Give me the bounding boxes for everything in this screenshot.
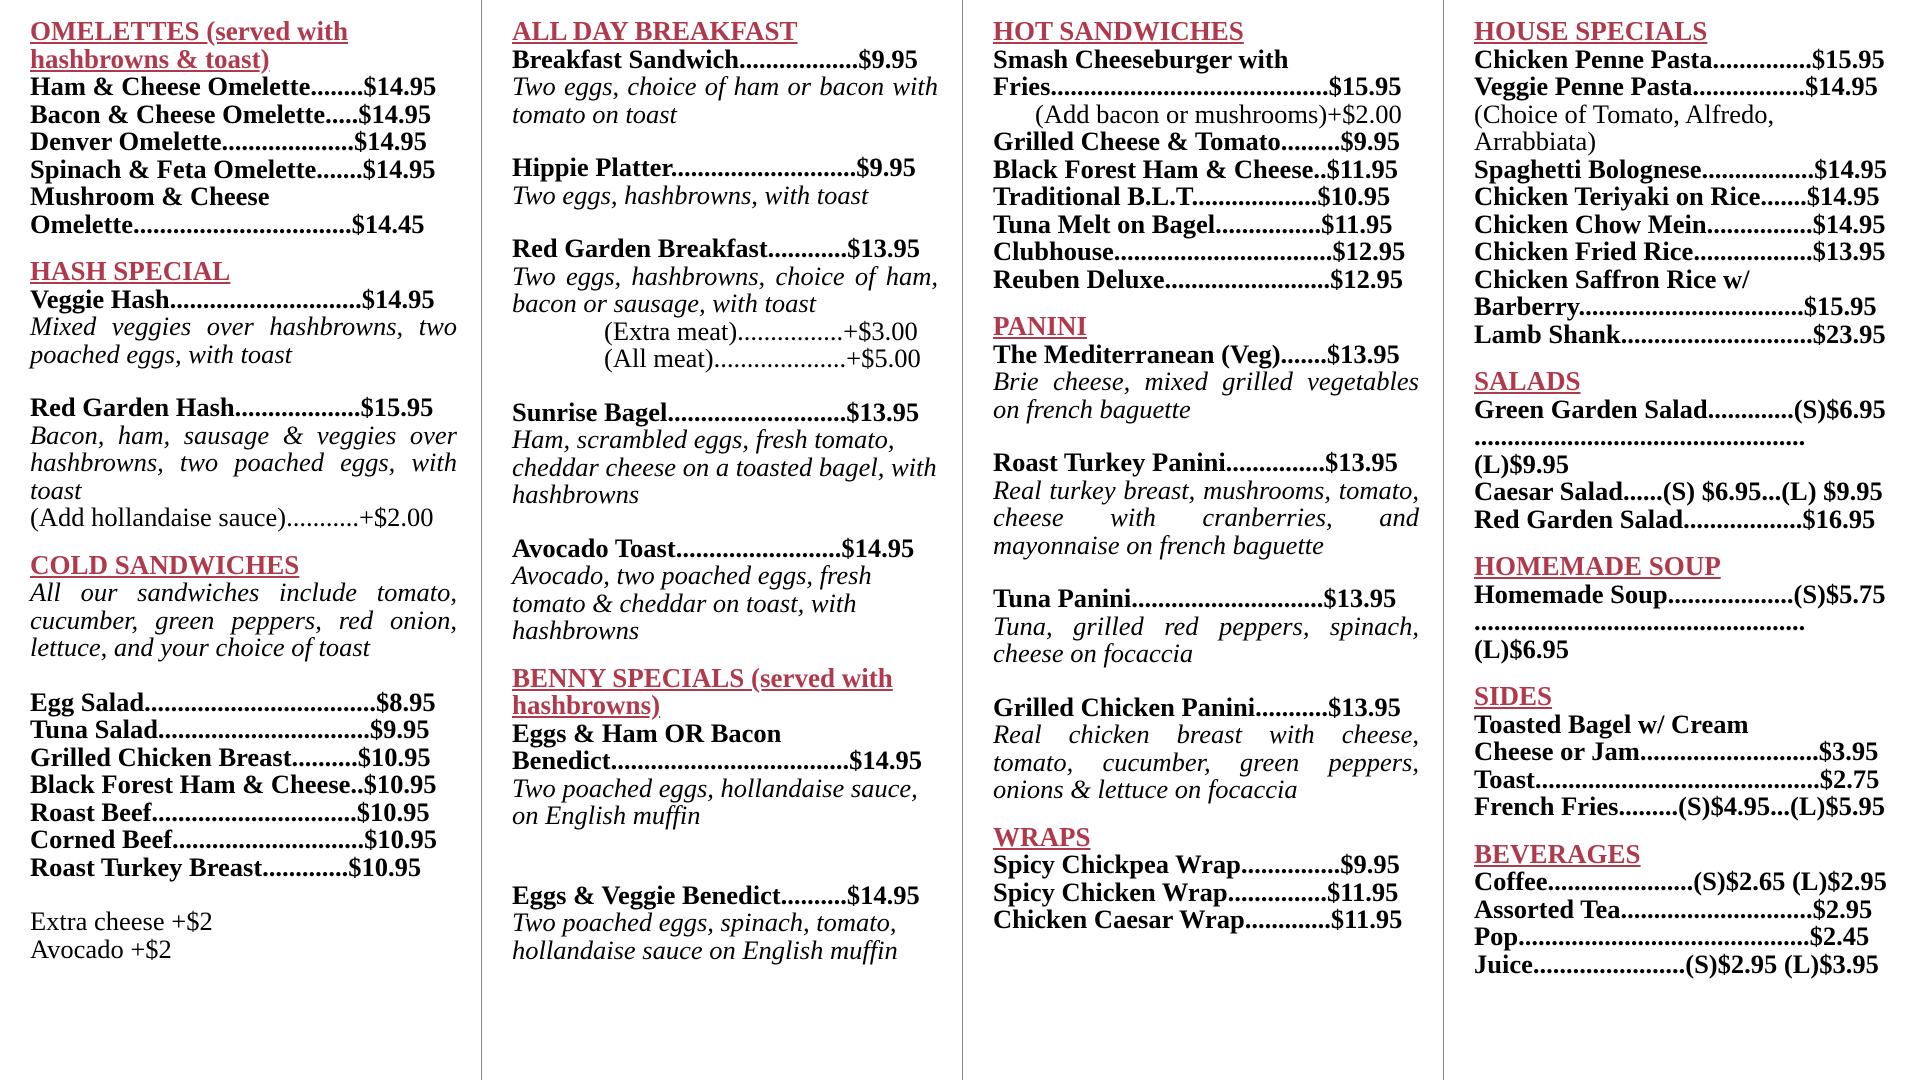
item-description: Two eggs, hashbrowns, with toast	[512, 179, 869, 210]
menu-item: Roast Beef...............................$10.95	[30, 796, 430, 827]
menu-item: Chicken Chow Mein................$14.95	[1474, 208, 1886, 239]
menu-item-grilled-chicken-panini	[993, 691, 1419, 804]
item-description: Bacon, ham, sausage & veggies over hashbrowns, two poached eggs, with toast	[30, 419, 457, 505]
menu-item: Juice.......................(S)$2.95 (L)$3.95	[1474, 948, 1879, 979]
menu-item: Homemade Soup...................(S)$5.75	[1474, 578, 1886, 609]
menu-item-eggs-veggie-benedict	[512, 879, 938, 965]
wraps-section	[993, 821, 1419, 934]
menu-item-red-garden-hash	[30, 394, 457, 532]
menu-item: Caesar Salad......(S) $6.95...(L) $9.95	[1474, 476, 1883, 506]
item-name: Red Garden Breakfast............$13.95	[512, 233, 921, 263]
menu-item: Roast Turkey Breast.............$10.95	[30, 851, 422, 882]
item-name: Tuna Panini.............................$13.95	[993, 583, 1397, 613]
menu-item: Lamb Shank.............................$23.95	[1474, 318, 1886, 349]
menu-item: Spinach & Feta Omelette.......$14.95	[30, 153, 436, 184]
menu-item: Chicken Saffron Rice w/	[1474, 263, 1750, 294]
hash-section	[30, 258, 457, 532]
menu-column-2	[482, 0, 963, 1080]
menu-item: Black Forest Ham & Cheese..$11.95	[993, 153, 1399, 184]
item-name: Red Garden Hash...................$15.95	[30, 392, 434, 422]
item-addon: (Add hollandaise sauce)...........+$2.00	[30, 502, 434, 532]
item-name: Grilled Chicken Panini...........$13.95	[993, 691, 1401, 722]
item-name: Benedict....................................$14.95	[512, 745, 922, 775]
breakfast-title: ALL DAY BREAKFAST	[512, 16, 798, 46]
menu-item: Mushroom & Cheese	[30, 181, 270, 211]
menu-item: Denver Omelette....................$14.95	[30, 126, 427, 156]
menu-item: Toast...........................................$2.75	[1474, 763, 1880, 794]
menu-item: Tuna Melt on Bagel................$11.95	[993, 208, 1393, 239]
menu-item: Grilled Chicken Breast..........$10.95	[30, 741, 431, 772]
item-addon: (Add bacon or mushrooms)+$2.00	[1035, 98, 1402, 129]
item-description: Two eggs, choice of ham or bacon with tomato on toast	[512, 71, 938, 129]
menu-item: Cheese or Jam...........................$3.95	[1474, 736, 1879, 766]
menu-item: Red Garden Salad..................$16.95	[1474, 503, 1876, 534]
item-description: Two poached eggs, spinach, tomato, hollandaise sauce on English muffin	[512, 907, 898, 965]
item-description: Tuna, grilled red peppers, spinach, cheese on focaccia	[993, 610, 1419, 668]
omelettes-section	[30, 18, 457, 238]
menu-item: Smash Cheeseburger with	[993, 43, 1289, 74]
menu-column-1	[0, 0, 482, 1080]
all-meat-addon: (All meat)....................+$5.00	[604, 343, 921, 373]
menu-item: Chicken Teriyaki on Rice.......$14.95	[1474, 181, 1880, 211]
breakfast-section	[512, 18, 938, 645]
menu-item-avocado-toast	[512, 532, 938, 645]
menu-column-3	[963, 0, 1444, 1080]
item-name: Roast Turkey Panini...............$13.95	[993, 447, 1398, 477]
menu-item-breakfast-sandwich	[512, 43, 938, 129]
menu-item: Chicken Caesar Wrap.............$11.95	[993, 904, 1403, 934]
menu-item-roast-turkey-panini	[993, 449, 1419, 559]
menu-item: ..................................................(L)$6.95	[1474, 606, 1806, 664]
item-name: Veggie Hash.............................$14.95	[30, 283, 435, 314]
benny-section	[512, 662, 938, 965]
menu-item-mediterranean	[993, 338, 1419, 424]
menu-item: Pop............................................$2.45	[1474, 921, 1870, 951]
menu-item: Barberry..................................$15.95	[1474, 291, 1877, 321]
item-description: Avocado, two poached eggs, fresh tomato & cheddar on toast, with hashbrowns	[512, 560, 872, 645]
sauce-note: (Choice of Tomato, Alfredo, Arrabbiata)	[1474, 98, 1775, 156]
salads-section	[1474, 368, 1896, 533]
house-specials-section	[1474, 18, 1896, 348]
sides-title: SIDES	[1474, 681, 1553, 711]
menu-item-hippie-platter	[512, 154, 938, 209]
menu-item-eggs-ham-benedict	[512, 717, 938, 830]
menu-item: Egg Salad...................................$8.95	[30, 686, 436, 717]
item-name: The Mediterranean (Veg).......$13.95	[993, 338, 1400, 369]
menu-item: Black Forest Ham & Cheese..$10.95	[30, 769, 437, 799]
hot-sandwiches-title: HOT SANDWICHES	[993, 16, 1244, 46]
item-description: Real turkey breast, mushrooms, tomato, cheese with cranberries, and mayonnaise on french baguette	[993, 474, 1419, 560]
menu-item: Spaghetti Bolognese.................$14.95	[1474, 153, 1887, 184]
menu-item: Assorted Tea.............................$2.95	[1474, 893, 1873, 924]
item-description: Ham, scrambled eggs, fresh tomato, cheddar cheese on a toasted bagel, with hashbrowns	[512, 424, 937, 509]
soup-section	[1474, 553, 1896, 663]
beverages-title: BEVERAGES	[1474, 838, 1641, 869]
menu-item: Chicken Fried Rice..................$13.95	[1474, 236, 1886, 266]
menu-item-sunrise-bagel	[512, 396, 938, 509]
soup-title: HOMEMADE SOUP	[1474, 551, 1721, 581]
item-description: Two poached eggs, hollandaise sauce, on English muffin	[512, 772, 918, 830]
menu-item-red-garden-breakfast	[512, 235, 938, 373]
menu-item: French Fries.........(S)$4.95...(L)$5.95	[1474, 791, 1885, 821]
menu-item: Veggie Penne Pasta.................$14.95	[1474, 71, 1878, 101]
item-name: Eggs & Veggie Benedict..........$14.95	[512, 879, 920, 910]
menu-item: Coffee......................(S)$2.65 (L)$2.95	[1474, 866, 1887, 896]
item-description: Brie cheese, mixed grilled vegetables on french baguette	[993, 366, 1419, 424]
menu-item: Spicy Chicken Wrap...............$11.95	[993, 876, 1399, 907]
beverages-section	[1474, 838, 1896, 979]
hash-title: HASH SPECIAL	[30, 256, 231, 286]
item-name: Eggs & Ham OR Bacon	[512, 717, 782, 748]
item-name: Hippie Platter............................$9.95	[512, 152, 916, 182]
item-name: Avocado Toast.........................$14.95	[512, 532, 915, 563]
sides-section	[1474, 683, 1896, 821]
menu-item: Green Garden Salad.............(S)$6.95	[1474, 393, 1886, 424]
extra-cheese-note: Extra cheese +$2	[30, 906, 213, 936]
item-description: Real chicken breast with cheese, tomato, cucumber, green peppers, onions & lettuce on focaccia	[993, 719, 1419, 804]
hot-sandwiches-section	[993, 18, 1419, 293]
item-description: Mixed veggies over hashbrowns, two poached eggs, with toast	[30, 311, 457, 369]
menu-item: Ham & Cheese Omelette........$14.95	[30, 71, 437, 101]
menu-item: Toasted Bagel w/ Cream	[1474, 708, 1749, 739]
house-specials-title: HOUSE SPECIALS	[1474, 16, 1708, 46]
benny-title: BENNY SPECIALS (served with hashbrowns)	[512, 662, 893, 720]
menu-item: ..................................................(L)$9.95	[1474, 421, 1806, 479]
omelettes-title: OMELETTES (served with hashbrowns & toast)	[30, 16, 349, 74]
cold-sandwiches-section	[30, 549, 457, 964]
menu-item: Fries..........................................$15.95	[993, 71, 1402, 101]
item-name: Sunrise Bagel...........................$13.95	[512, 396, 920, 427]
menu-column-4	[1444, 0, 1920, 1080]
menu-item: Clubhouse.................................$12.95	[993, 236, 1406, 266]
menu-item-tuna-panini	[993, 585, 1419, 668]
item-name: Breakfast Sandwich..................$9.95	[512, 43, 918, 74]
extra-meat-addon: (Extra meat)................+$3.00	[604, 315, 918, 346]
menu-item: Grilled Cheese & Tomato.........$9.95	[993, 126, 1401, 156]
menu-item: Corned Beef.............................$10.95	[30, 824, 438, 854]
section-intro: All our sandwiches include tomato, cucumber, green peppers, red onion, lettuce, and your choice of toast	[30, 577, 457, 662]
menu-item: Spicy Chickpea Wrap...............$9.95	[993, 849, 1400, 879]
avocado-note: Avocado +$2	[30, 933, 172, 964]
menu-item: Tuna Salad................................$9.95	[30, 714, 430, 744]
panini-title: PANINI	[993, 311, 1087, 341]
cold-sandwiches-title: COLD SANDWICHES	[30, 549, 300, 580]
menu-item: Traditional B.L.T...................$10.95	[993, 181, 1391, 211]
menu-item: Bacon & Cheese Omelette.....$14.95	[30, 98, 432, 129]
item-description: Two eggs, hashbrowns, choice of ham, bacon or sausage, with toast	[512, 260, 938, 318]
menu-item: Chicken Penne Pasta...............$15.95	[1474, 43, 1885, 74]
panini-section	[993, 313, 1419, 804]
menu-item: Omelette.................................$14.45	[30, 208, 425, 239]
menu-item-veggie-hash	[30, 283, 457, 369]
menu-item: Reuben Deluxe.........................$12.95	[993, 263, 1404, 294]
wraps-title: WRAPS	[993, 821, 1091, 852]
salads-title: SALADS	[1474, 366, 1581, 396]
